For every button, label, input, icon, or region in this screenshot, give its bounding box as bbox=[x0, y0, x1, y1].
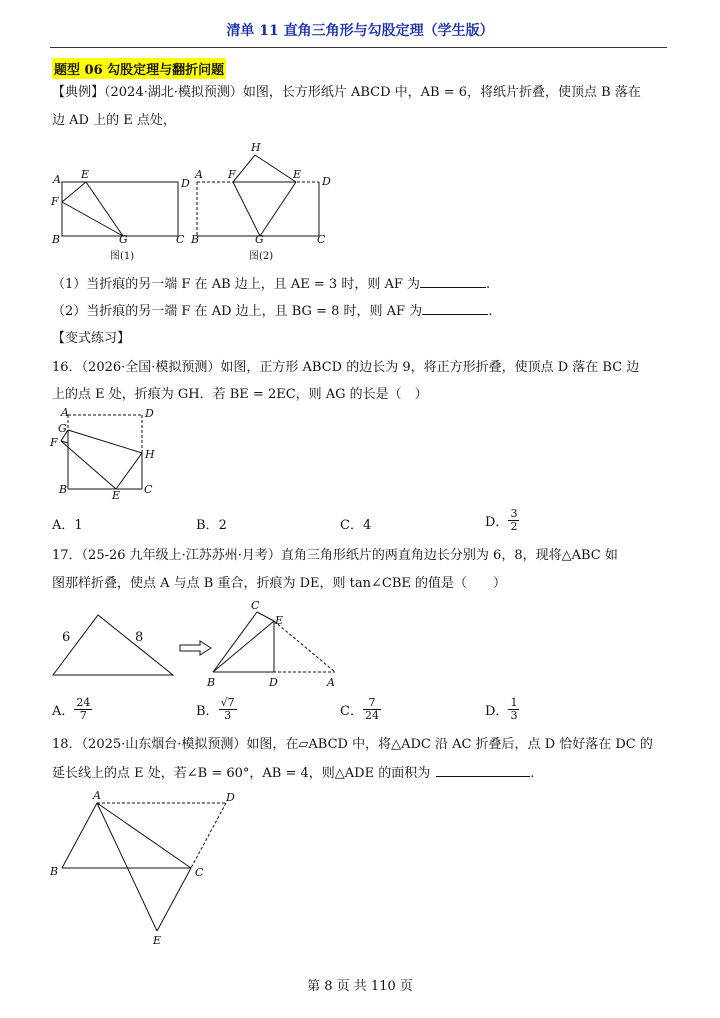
fig2-label-h: H bbox=[251, 141, 261, 154]
p16-fe bbox=[61, 441, 116, 489]
p16-option-c[interactable]: C．4 bbox=[340, 518, 372, 533]
p16-label-a: A bbox=[61, 406, 69, 419]
p17-option-d[interactable]: D． $\frac{1}{3}$ bbox=[485, 696, 518, 722]
p16-option-d[interactable]: D． $\frac{3}{2}$ bbox=[485, 507, 518, 533]
p16-label-f: F bbox=[50, 436, 58, 449]
p16-label-h: H bbox=[145, 448, 155, 461]
p18-label-b: B bbox=[50, 865, 59, 878]
fig2-crease-fg bbox=[233, 182, 260, 236]
fig1-label-f: F bbox=[51, 195, 59, 208]
p16-label-c: C bbox=[144, 483, 153, 496]
p16-label-e: E bbox=[112, 489, 121, 502]
p16-line-2: 上的点 E 处，折痕为 GH．若 BE = 2EC，则 AG 的长是（ ） bbox=[52, 387, 428, 402]
p18-dot: . bbox=[530, 766, 535, 781]
p18-ce bbox=[157, 868, 191, 931]
page-footer: 第 8 页 共 110 页 bbox=[307, 979, 413, 994]
fig2-label-c: C bbox=[317, 233, 326, 246]
p16-option-b[interactable]: B．2 bbox=[196, 518, 227, 533]
fig1-crease-fg bbox=[62, 202, 123, 236]
p18-line-2 bbox=[52, 764, 672, 783]
p16-figure bbox=[45, 405, 165, 505]
p16-label-b: B bbox=[59, 483, 68, 496]
p18-line-1: 18．（2025·山东烟台·模拟预测）如图，在▱ABCD 中，将△ADC 沿 AC 折叠后，点 D 恰好落在 DC 的 bbox=[52, 737, 653, 752]
example-q1-blank bbox=[420, 275, 486, 288]
p18-label-d: D bbox=[226, 791, 235, 804]
p16-label-d: D bbox=[145, 407, 154, 420]
p18-label-c: C bbox=[195, 866, 204, 879]
p17-side-8: 8 bbox=[135, 630, 144, 645]
example-q2-dot: . bbox=[488, 304, 493, 319]
p18-diagonal-ac bbox=[97, 803, 191, 868]
fig2-label-a: A bbox=[195, 168, 203, 181]
p17-side-6: 6 bbox=[62, 630, 71, 645]
p17-option-c[interactable]: C． $\frac{7}{24}$ bbox=[340, 696, 379, 722]
fig1-label-e: E bbox=[81, 168, 90, 181]
fig1-label-c: C bbox=[176, 233, 185, 246]
example-q2 bbox=[52, 302, 672, 321]
fig1-label-d: D bbox=[181, 177, 190, 190]
fig2-he bbox=[255, 155, 296, 182]
example-line-1: 【典例】（2024·湖北·模拟预测）如图，长方形纸片 ABCD 中，AB = 6，将纸片折叠，使顶点 B 落在 bbox=[52, 85, 641, 100]
p17-option-b[interactable]: B． $\frac{√7}{3}$ bbox=[196, 696, 235, 722]
p16-crease-gh bbox=[68, 430, 142, 453]
fig2-eg bbox=[260, 182, 296, 236]
fig1-fold-fe bbox=[62, 182, 86, 202]
fig1-fold-eg bbox=[86, 182, 123, 236]
p16-label-g: G bbox=[58, 422, 67, 435]
example-q1-text: （1）当折痕的另一端 F 在 AB 边上，且 AE = 3 时，则 AF 为 bbox=[52, 277, 421, 292]
p18-line-2-text: 延长线上的点 E 处，若∠B = 60°，AB = 4，则△ADE 的面积为 bbox=[52, 766, 431, 781]
p17-line-1: 17．（25-26 九年级上·江苏苏州·月考）直角三角形纸片的两直角边长分别为 6，8，现将△ABC 如 bbox=[52, 548, 618, 563]
p17-label-e: E bbox=[275, 614, 284, 627]
fig1-caption: 图(1) bbox=[110, 251, 135, 262]
example-line-2: 边 AD 上的 E 点处， bbox=[52, 113, 176, 128]
fig2-label-e: E bbox=[293, 168, 302, 181]
p17-line-2: 图那样折叠，使点 A 与点 B 重合，折痕为 DE，则 tan∠CBE 的值是（ ） bbox=[52, 576, 507, 591]
fig1-rectangle bbox=[62, 182, 178, 236]
p17-original-triangle bbox=[53, 615, 173, 675]
p18-label-a: A bbox=[93, 789, 101, 802]
fig2-label-b: B bbox=[191, 233, 200, 246]
p17-arrow bbox=[180, 641, 211, 655]
p18-figure bbox=[45, 788, 255, 953]
p16-line-1: 16．（2026·全国·模拟预测）如图，正方形 ABCD 的边长为 9，将正方形折叠，使顶点 D 落在 BC 边 bbox=[52, 360, 640, 375]
example-q2-text: （2）当折痕的另一端 F 在 AD 边上，且 BG = 8 时，则 AF 为 bbox=[52, 304, 423, 319]
page-header-title: 清单 11 直角三角形与勾股定理（学生版） bbox=[226, 23, 494, 39]
p17-label-c: C bbox=[251, 599, 260, 612]
fig2-label-f: F bbox=[228, 168, 236, 181]
example-figures bbox=[45, 138, 345, 266]
example-q1-dot: . bbox=[486, 277, 491, 292]
p17-option-a[interactable]: A． $\frac{24}{7}$ bbox=[52, 696, 91, 722]
fig2-label-d: D bbox=[322, 175, 331, 188]
example-q1 bbox=[52, 275, 672, 294]
header-rule bbox=[50, 47, 667, 48]
p18-blank bbox=[436, 764, 530, 777]
fig1-label-a: A bbox=[53, 173, 61, 186]
p18-ae bbox=[97, 803, 157, 931]
fig2-label-g: G bbox=[255, 233, 264, 246]
p17-label-d: D bbox=[269, 676, 278, 689]
p17-figure bbox=[45, 597, 345, 692]
fig2-fh bbox=[233, 155, 255, 182]
fig2-caption: 图(2) bbox=[249, 251, 274, 262]
example-q2-blank bbox=[422, 302, 488, 315]
section-tag: 题型 06 勾股定理与翻折问题 bbox=[52, 58, 226, 79]
p16-option-a[interactable]: A．1 bbox=[52, 518, 83, 533]
p18-label-e: E bbox=[153, 934, 162, 947]
p17-label-a: A bbox=[327, 676, 335, 689]
p17-label-b: B bbox=[207, 676, 216, 689]
fig1-label-g: G bbox=[119, 233, 128, 246]
fig1-label-b: B bbox=[52, 233, 61, 246]
variant-heading: 【变式练习】 bbox=[52, 331, 131, 346]
